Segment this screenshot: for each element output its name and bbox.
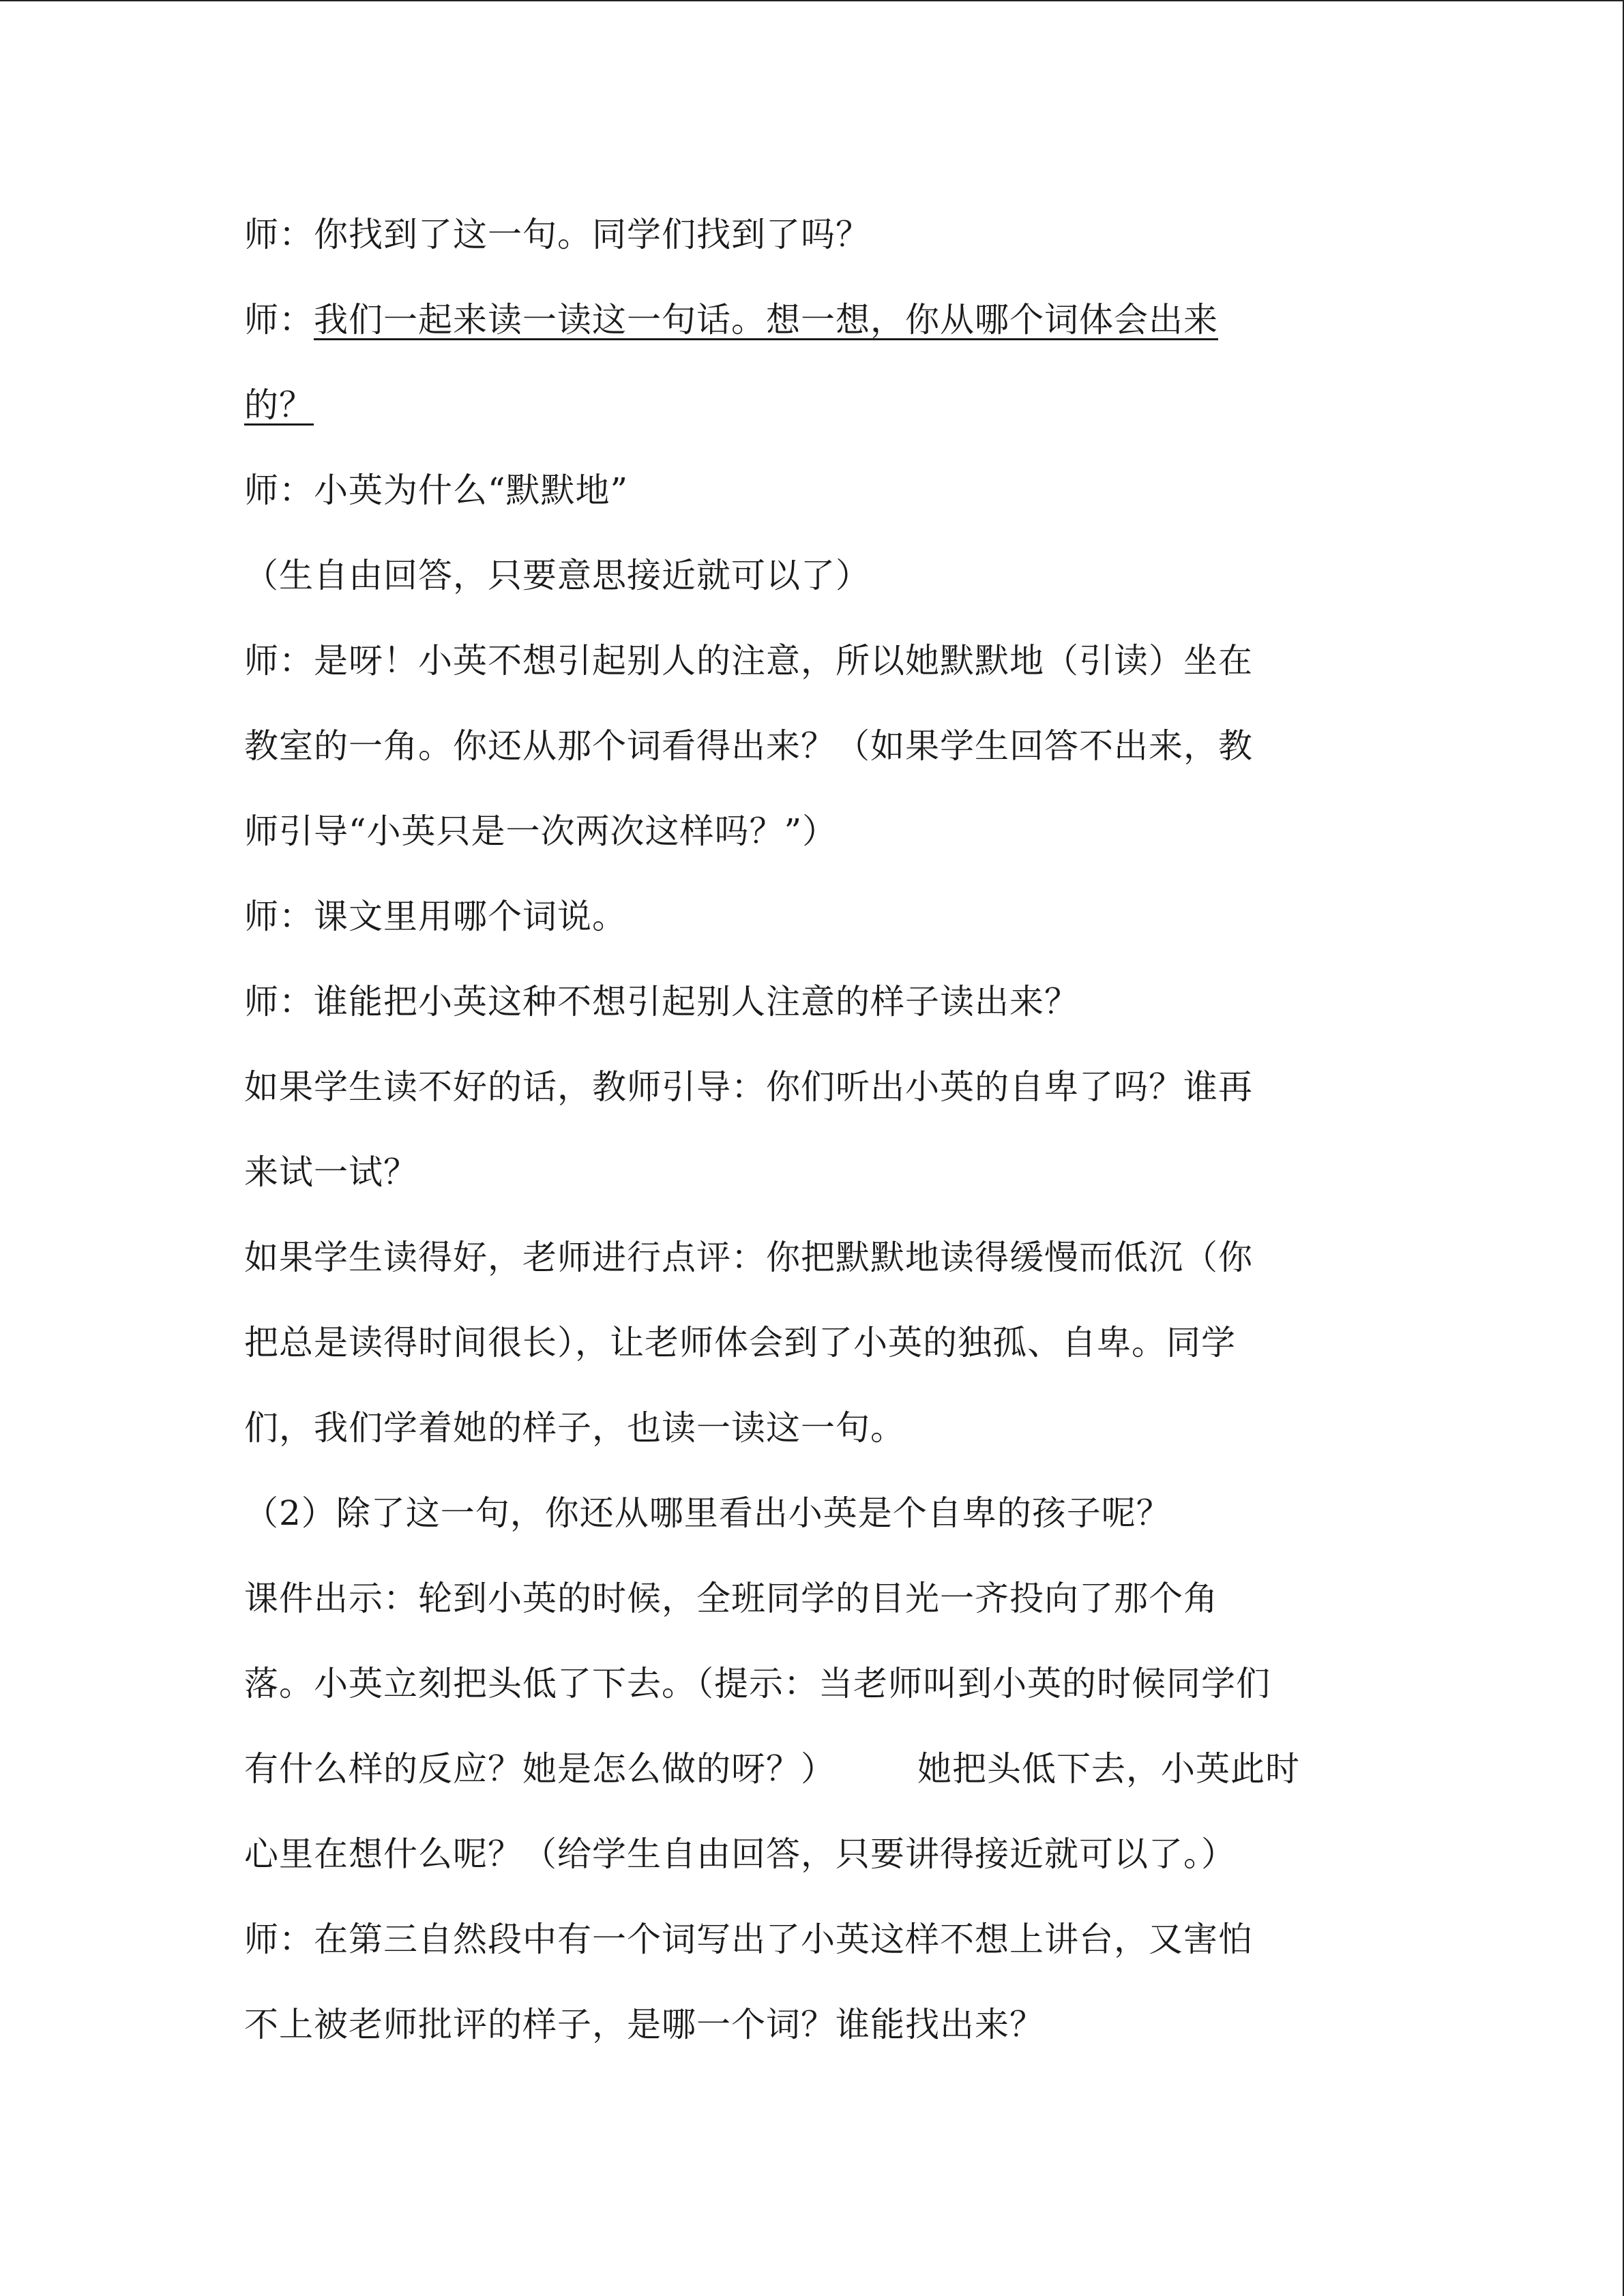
text-line: [244, 448, 1390, 533]
text-line: [244, 1386, 1390, 1471]
text-line: [244, 618, 1390, 704]
text-line: [244, 704, 1390, 789]
line-text: 心里在想什么呢？（给学生自由回答，只要讲得接近就可以了。）: [244, 1834, 1236, 1874]
line-prefix: 师：: [244, 300, 314, 340]
line-text: 师：是呀！小英不想引起别人的注意，所以她默默地（引读）坐在: [244, 641, 1253, 681]
line-text: 课件出示：轮到小英的时候，全班同学的目光一齐投向了那个角: [244, 1579, 1218, 1618]
text-line: [244, 1300, 1390, 1386]
text-line: [244, 1556, 1390, 1641]
line-text: 师：谁能把小英这种不想引起别人注意的样子读出来？: [244, 982, 1079, 1022]
text-line: [244, 959, 1390, 1045]
text-line: [244, 874, 1390, 959]
text-line: [244, 1897, 1390, 1982]
line-text: 教室的一角。你还从那个词看得出来？（如果学生回答不出来，教: [244, 726, 1253, 766]
text-line: [244, 1471, 1390, 1556]
text-line: [244, 192, 1390, 278]
line-text: 师引导“小英只是一次两次这样吗？”）: [244, 811, 838, 851]
text-line: [244, 1812, 1390, 1897]
text-line: [244, 789, 1390, 874]
line-text: 如果学生读不好的话，教师引导：你们听出小英的自卑了吗？谁再: [244, 1067, 1253, 1107]
document-body: [244, 192, 1390, 2068]
text-line: [244, 1641, 1390, 1727]
line-text: 来试一试？: [244, 1152, 418, 1192]
line-text: 师：小英为什么“默默地”: [244, 471, 629, 510]
line-text: 们，我们学着她的样子，也读一读这一句。: [244, 1408, 905, 1448]
text-line: [244, 1130, 1390, 1215]
line-text: 师：在第三自然段中有一个词写出了小英这样不想上讲台，又害怕: [244, 1920, 1253, 1959]
line-text: 把总是读得时间很长），让老师体会到了小英的独孤、自卑。同学: [244, 1323, 1236, 1362]
line-text: 她把头低下去，小英此时: [917, 1749, 1300, 1789]
line-text: 落。小英立刻把头低了下去。（提示：当老师叫到小英的时候同学们: [244, 1664, 1271, 1703]
text-line: [244, 533, 1390, 618]
underlined-text: 的？: [244, 385, 314, 425]
text-line: [244, 1982, 1390, 2068]
text-line: [244, 1045, 1390, 1130]
line-text: 师：课文里用哪个词说。: [244, 897, 627, 936]
line-text: 师：你找到了这一句。同学们找到了吗？: [244, 215, 870, 254]
text-line: [244, 363, 1390, 448]
text-line: [244, 1727, 1390, 1812]
line-text: 有什么样的反应？她是怎么做的呀？）: [244, 1749, 836, 1789]
line-text: 如果学生读得好，老师进行点评：你把默默地读得缓慢而低沉（你: [244, 1238, 1253, 1277]
line-text: （生自由回答，只要意思接近就可以了）: [244, 556, 870, 595]
text-line: [244, 1215, 1390, 1300]
line-text: （2）除了这一句，你还从哪里看出小英是个自卑的孩子呢？: [244, 1493, 1171, 1533]
underlined-text: 我们一起来读一读这一句话。想一想，你从哪个词体会出来: [314, 300, 1218, 340]
text-line: [244, 278, 1390, 363]
line-text: 不上被老师批评的样子，是哪一个词？谁能找出来？: [244, 2005, 1044, 2044]
